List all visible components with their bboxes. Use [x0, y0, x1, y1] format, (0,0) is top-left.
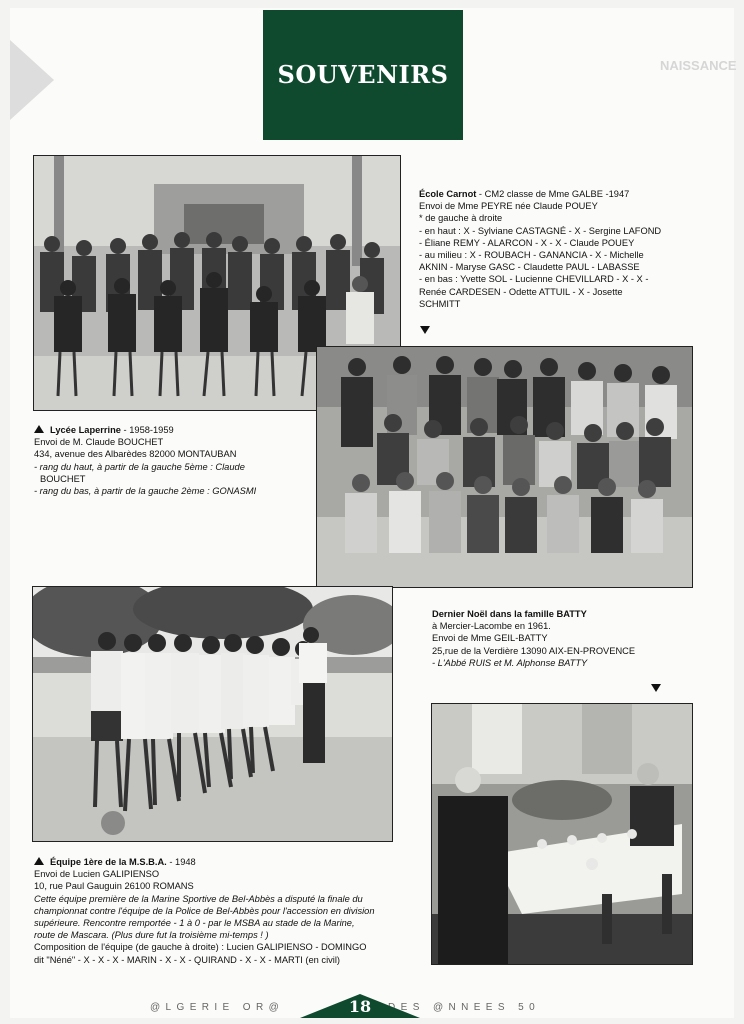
lycee-caption-heading — [34, 424, 324, 436]
carnot-caption-heading — [419, 188, 719, 200]
carnot-line: - en haut : X - Sylviane CASTAGNÉ - X - Sergine LAFOND — [419, 225, 662, 236]
batty-line: 25,rue de la Verdière 13090 AIX-EN-PROVENCE — [432, 645, 636, 656]
lycee-line: - rang du haut, à partir de la gauche 5ème : Claude — [34, 461, 245, 472]
page-number: 18 — [348, 997, 372, 1016]
carnot-line: SCHMITT — [419, 298, 461, 309]
msba-line: 10, rue Paul Gauguin 26100 ROMANS — [34, 881, 194, 892]
carnot-subtitle: - CM2 classe de Mme GALBE -1947 — [476, 189, 630, 199]
msba-line: Envoi de Lucien GALIPIENSO — [34, 869, 160, 880]
msba-team-photo — [32, 586, 393, 842]
batty-noel-photo — [431, 703, 693, 965]
batty-line: à Mercier-Lacombe en 1961. — [432, 621, 551, 632]
up-arrow-icon — [34, 857, 44, 865]
page-number-tab — [300, 994, 420, 1018]
msba-year: - 1948 — [166, 857, 196, 867]
carnot-line: Envoi de Mme PEYRE née Claude POUEY — [419, 201, 598, 212]
msba-line: championnat contre l'équipe de la Police de Bel-Abbès pour l'accession en division — [34, 905, 375, 916]
lycee-year: - 1958-1959 — [120, 425, 174, 435]
batty-line: - L'Abbé RUIS et M. Alphonse BATTY — [432, 657, 588, 668]
carnot-line: * de gauche à droite — [419, 213, 503, 224]
carnot-line: AKNIN - Maryse GASC - Claudette PAUL - LABASSE — [419, 262, 640, 273]
carnot-line: Renée CARDESEN - Odette ATTUIL - X - Josette — [419, 286, 623, 297]
lycee-line: - rang du bas, à partir de la gauche 2ème : GONASMI — [34, 486, 257, 497]
carnot-line: - au milieu : X - ROUBACH - GANANCIA - X - Michelle — [419, 250, 644, 261]
down-arrow-icon — [651, 684, 661, 692]
batty-line: Envoi de Mme GEIL-BATTY — [432, 633, 548, 644]
down-arrow-icon — [420, 326, 430, 334]
msba-title: Équipe 1ère de la M.S.B.A. — [50, 857, 167, 867]
msba-line: Composition de l'équipe (de gauche à droite) : Lucien GALIPIENSO - DOMINGO — [34, 942, 367, 953]
lycee-line: 434, avenue des Albarèdes 82000 MONTAUBAN — [34, 449, 237, 460]
carnot-caption — [419, 188, 719, 310]
side-arrow-decoration — [10, 40, 54, 120]
footer-right-text: DES @NNEES 50 — [388, 1002, 541, 1013]
carnot-title: École Carnot — [419, 189, 477, 199]
up-arrow-icon — [34, 425, 44, 433]
msba-line: dit "Néné" - X - X - X - MARIN - X - X - QUIRAND - X - X - MARTI (en civil) — [34, 954, 341, 965]
section-banner — [263, 10, 463, 140]
msba-line: supérieure. Rencontre remportée - 1 à 0 - par le MSBA au stade de la Marine, — [34, 918, 355, 929]
batty-title: Dernier Noël dans la famille BATTY — [432, 609, 587, 619]
carnot-line: - Éliane REMY - ALARCON - X - X - Claude POUEY — [419, 237, 635, 248]
lycee-line: BOUCHET — [40, 473, 86, 484]
lycee-title: Lycée Laperrine — [50, 425, 121, 435]
msba-caption — [34, 856, 429, 966]
carnot-line: - en bas : Yvette SOL - Lucienne CHEVILLARD - X - X - — [419, 274, 649, 285]
page-title: SOUVENIRS — [277, 60, 449, 89]
batty-caption — [432, 608, 722, 669]
lycee-caption — [34, 424, 324, 497]
msba-line: Cette équipe première de la Marine Sportive de Bel-Abbès a disputé la finale du — [34, 893, 363, 904]
msba-caption-heading — [34, 856, 429, 868]
bleed-through-text: NAISSANCE — [660, 58, 737, 73]
footer-left-text: @LGERIE OR@ — [150, 1002, 285, 1013]
lycee-line: Envoi de M. Claude BOUCHET — [34, 437, 164, 448]
ecole-carnot-photo — [316, 346, 693, 588]
msba-line: route de Mascara. (Plus dure fut la troisième mi-temps ! ) — [34, 930, 269, 941]
